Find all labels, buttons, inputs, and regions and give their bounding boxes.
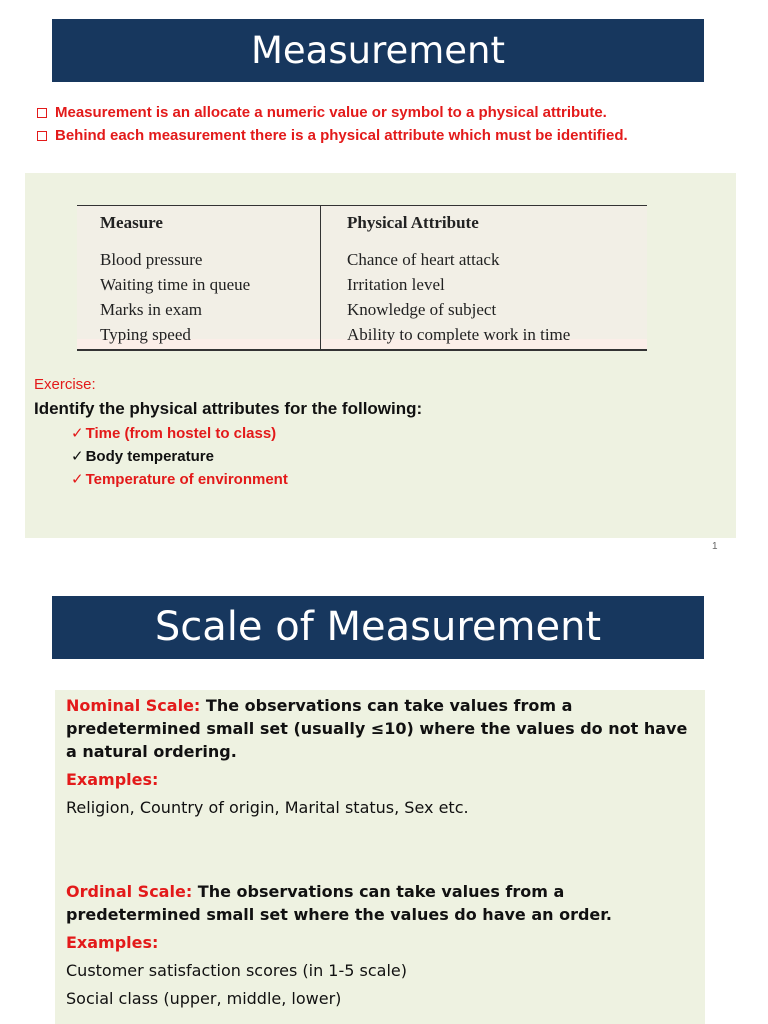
exercise-item-text: Body temperature <box>85 448 214 465</box>
exercise-item <box>71 422 724 445</box>
column-header-measure: Measure <box>100 213 163 232</box>
bullet-item <box>37 124 737 147</box>
exercise-section <box>34 374 724 491</box>
content-panel <box>25 173 736 538</box>
checkmark-icon: ✓ <box>71 448 84 465</box>
table-cell: Blood pressure <box>100 250 203 269</box>
bullet-text: Behind each measurement there is a physical attribute which must be identified. <box>55 127 628 144</box>
ordinal-scale-text: The observations can take values from a predetermined small set where the values do have an order. <box>66 882 612 924</box>
page-number: 1 <box>712 541 718 552</box>
ordinal-scale-section <box>66 880 701 1013</box>
exercise-item-text: Time (from hostel to class) <box>85 425 277 442</box>
intro-bullets <box>37 101 737 147</box>
column-header-attribute: Physical Attribute <box>347 213 479 232</box>
ordinal-scale-definition <box>66 880 701 926</box>
table-cell: Chance of heart attack <box>347 250 500 269</box>
bullet-item <box>37 101 737 124</box>
table-cell: Typing speed <box>100 325 191 344</box>
table-column-divider <box>320 206 321 349</box>
table-cell: Irritation level <box>347 275 445 294</box>
exercise-prompt: Identify the physical attributes for the following: <box>34 399 423 418</box>
nominal-scale-definition <box>66 694 701 763</box>
table-cell: Ability to complete work in time <box>347 325 571 344</box>
example-text: Social class (upper, middle, lower) <box>66 989 342 1008</box>
measure-attribute-table <box>77 205 647 351</box>
nominal-scale-name: Nominal Scale: <box>66 696 201 715</box>
exercise-item <box>71 468 724 491</box>
exercise-item <box>71 445 724 468</box>
table-cell: Marks in exam <box>100 300 202 319</box>
examples-label: Examples: <box>66 933 159 952</box>
attribute-column <box>347 206 570 347</box>
exercise-label: Exercise: <box>34 376 96 393</box>
slide-1-title: Measurement <box>52 19 704 82</box>
examples-label: Examples: <box>66 770 159 789</box>
square-bullet-icon <box>37 131 47 141</box>
example-text: Customer satisfaction scores (in 1-5 scale) <box>66 961 407 980</box>
bullet-text: Measurement is an allocate a numeric value or symbol to a physical attribute. <box>55 104 607 121</box>
scale-panel <box>55 690 705 1024</box>
nominal-scale-section <box>66 694 701 822</box>
example-text: Religion, Country of origin, Marital status, Sex etc. <box>66 798 469 817</box>
exercise-item-text: Temperature of environment <box>85 471 288 488</box>
checkmark-icon: ✓ <box>71 471 84 488</box>
ordinal-scale-name: Ordinal Scale: <box>66 882 193 901</box>
checkmark-icon: ✓ <box>71 425 84 442</box>
measure-column <box>100 206 250 347</box>
square-bullet-icon <box>37 108 47 118</box>
table-cell: Waiting time in queue <box>100 275 251 294</box>
slide-2-title: Scale of Measurement <box>52 596 704 659</box>
table-cell: Knowledge of subject <box>347 300 497 319</box>
nominal-scale-text: The observations can take values from a predetermined small set (usually ≤10) where the values do not have a natural ordering. <box>66 696 688 761</box>
